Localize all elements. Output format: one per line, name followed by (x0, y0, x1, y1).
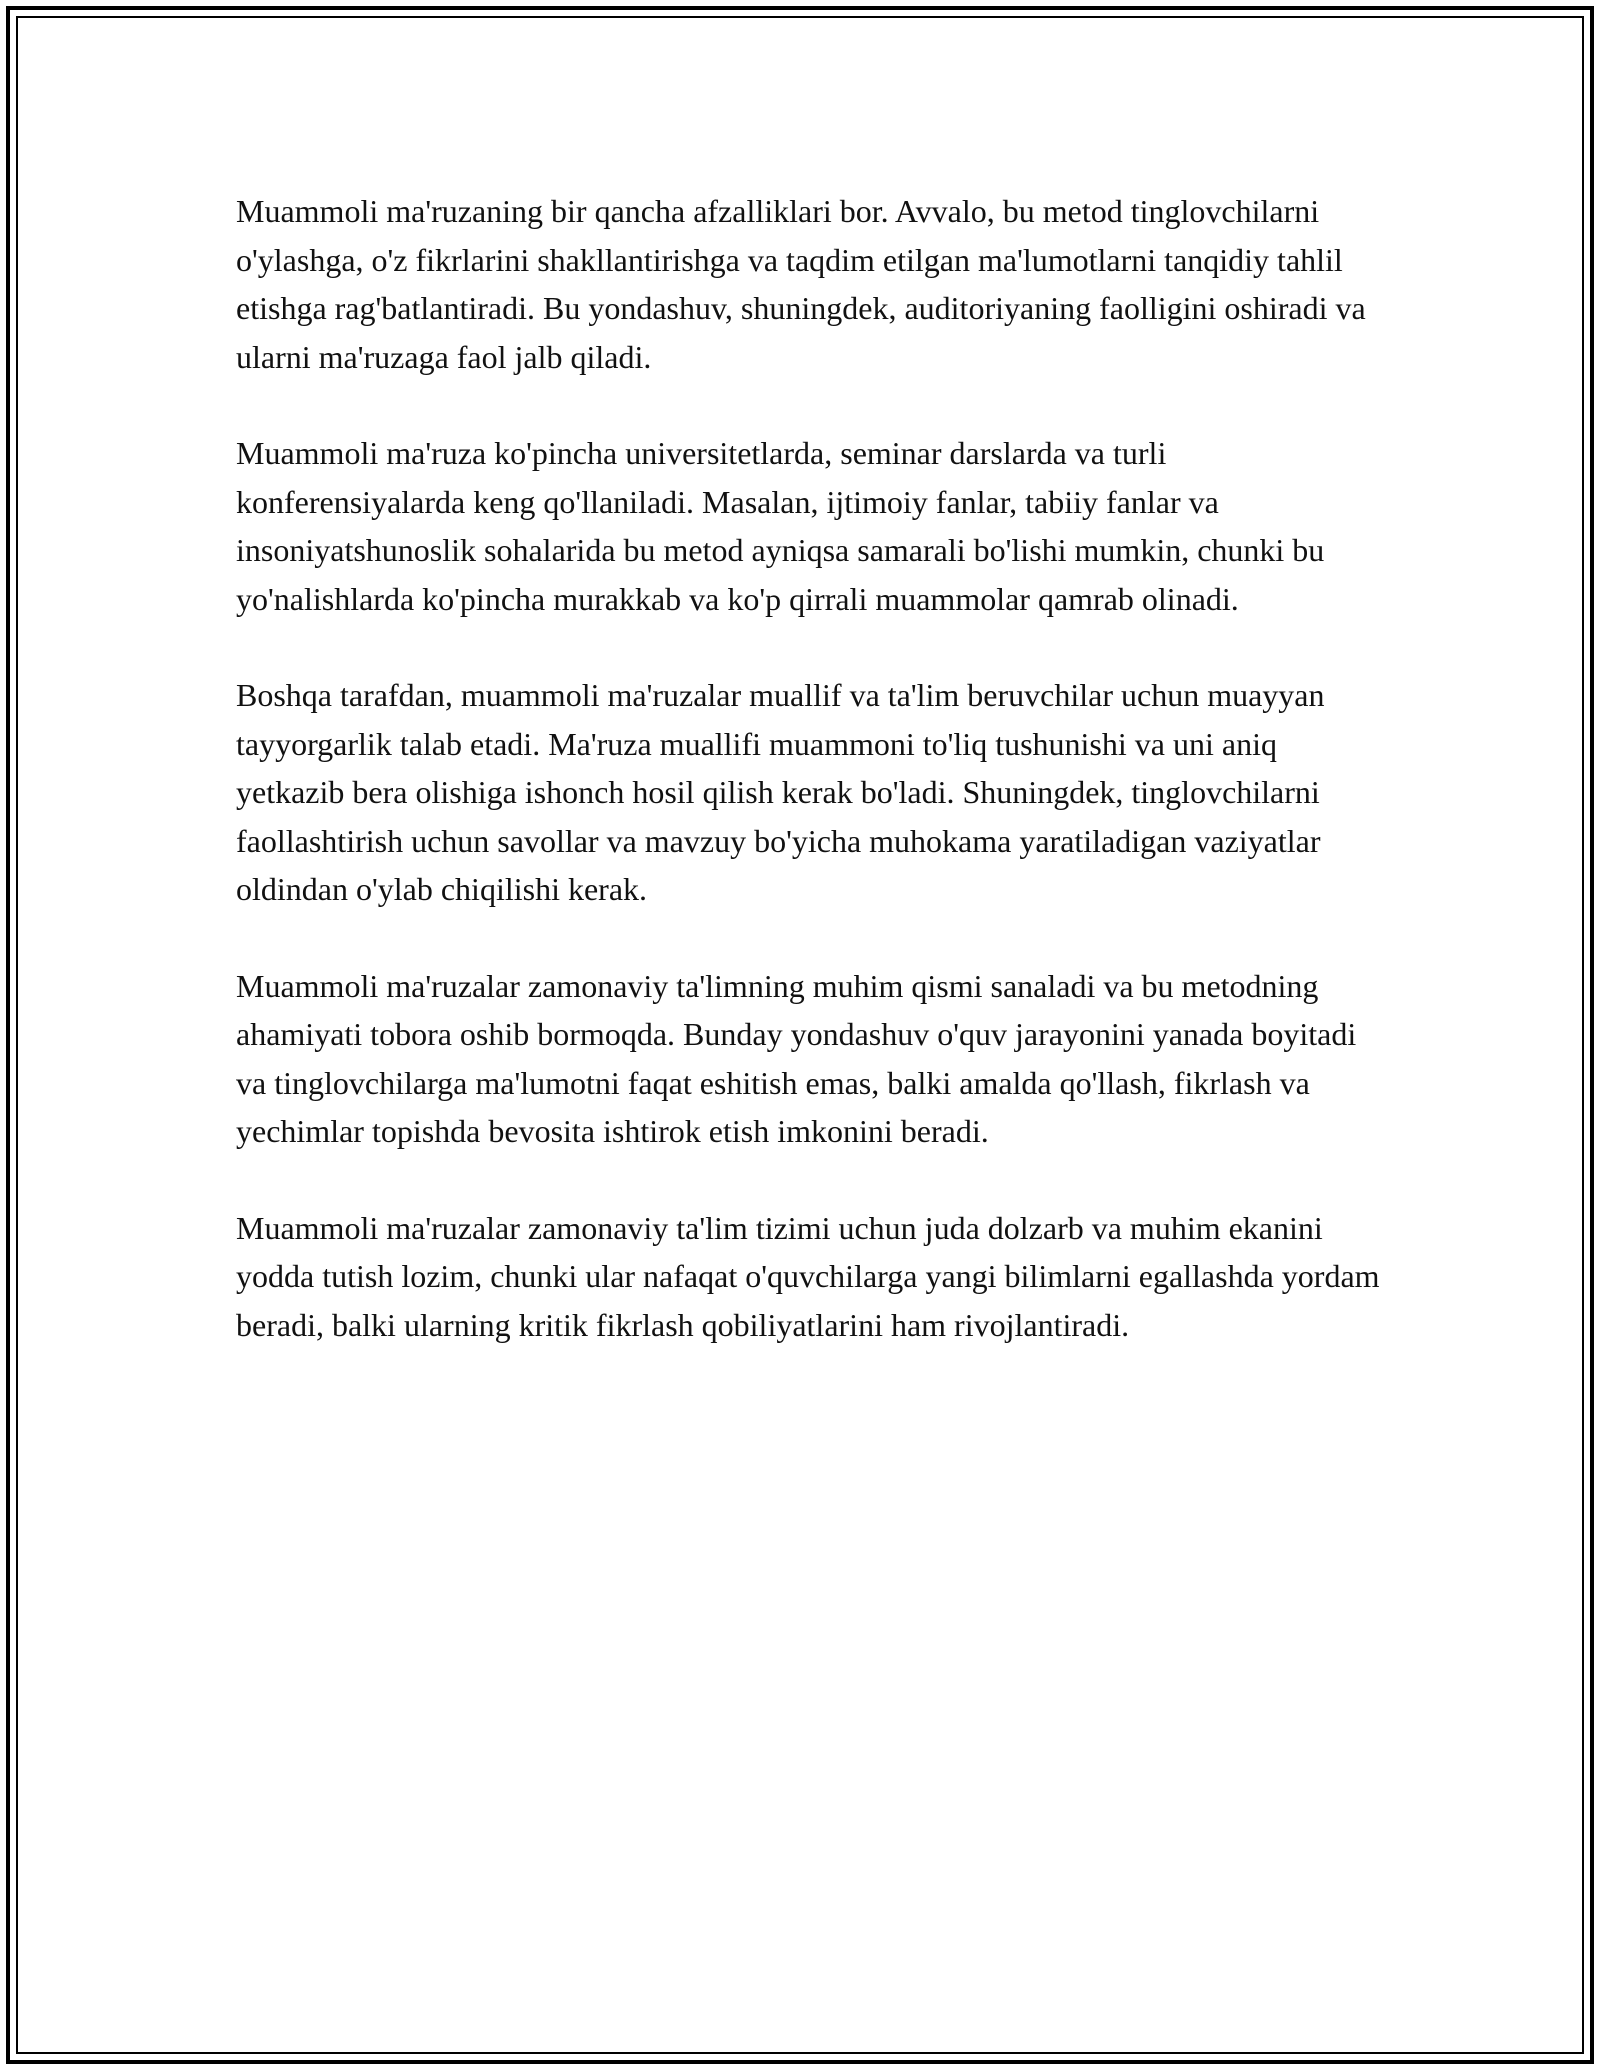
paragraph-1: Muammoli ma'ruzaning bir qancha afzalliklari bor. Avvalo, bu metod tinglovchilarni o'ylashga, o'z fikrlarini shakllantirishga va taqdim etilgan ma'lumotlarni tanqidiy tahlil etishga rag'batlantiradi. Bu yondashuv, shuningdek, auditoriyaning faolligini oshiradi va ularni ma'ruzaga faol jalb qiladi. (236, 193, 1366, 375)
paragraph-2: Muammoli ma'ruza ko'pincha universitetlarda, seminar darslarda va turli konferensiyalarda keng qo'llaniladi. Masalan, ijtimoiy fanlar, tabiiy fanlar va insoniyatshunoslik sohalarida bu metod ayniqsa samarali bo'lishi mumkin, chunki bu yo'nalishlarda ko'pincha murakkab va ko'p qirrali muammolar qamrab olinadi. (236, 435, 1325, 617)
document-body (236, 187, 1386, 1349)
paragraph-4: Muammoli ma'ruzalar zamonaviy ta'limning muhim qismi sanaladi va bu metodning ahamiyati tobora oshib bormoqda. Bunday yondashuv o'quv jarayonini yanada boyitadi va tinglovchilarga ma'lumotni faqat eshitish emas, balki amalda qo'llash, fikrlash va yechimlar topishda bevosita ishtirok etish imkonini beradi. (236, 967, 1357, 1149)
paragraph-3: Boshqa tarafdan, muammoli ma'ruzalar muallif va ta'lim beruvchilar uchun muayyan tayyorgarlik talab etadi. Ma'ruza muallifi muammoni to'liq tushunishi va uni aniq yetkazib bera olishiga ishonch hosil qilish kerak bo'ladi. Shuningdek, tinglovchilarni faollashtirish uchun savollar va mavzuy bo'yicha muhokama yaratiladigan vaziyatlar oldindan o'ylab chiqilishi kerak. (236, 677, 1325, 907)
paragraph-5: Muammoli ma'ruzalar zamonaviy ta'lim tizimi uchun juda dolzarb va muhim ekanini yodda tutish lozim, chunki ular nafaqat o'quvchilarga yangi bilimlarni egallashda yordam beradi, balki ularning kritik fikrlash qobiliyatlarini ham rivojlantiradi. (236, 1209, 1380, 1343)
